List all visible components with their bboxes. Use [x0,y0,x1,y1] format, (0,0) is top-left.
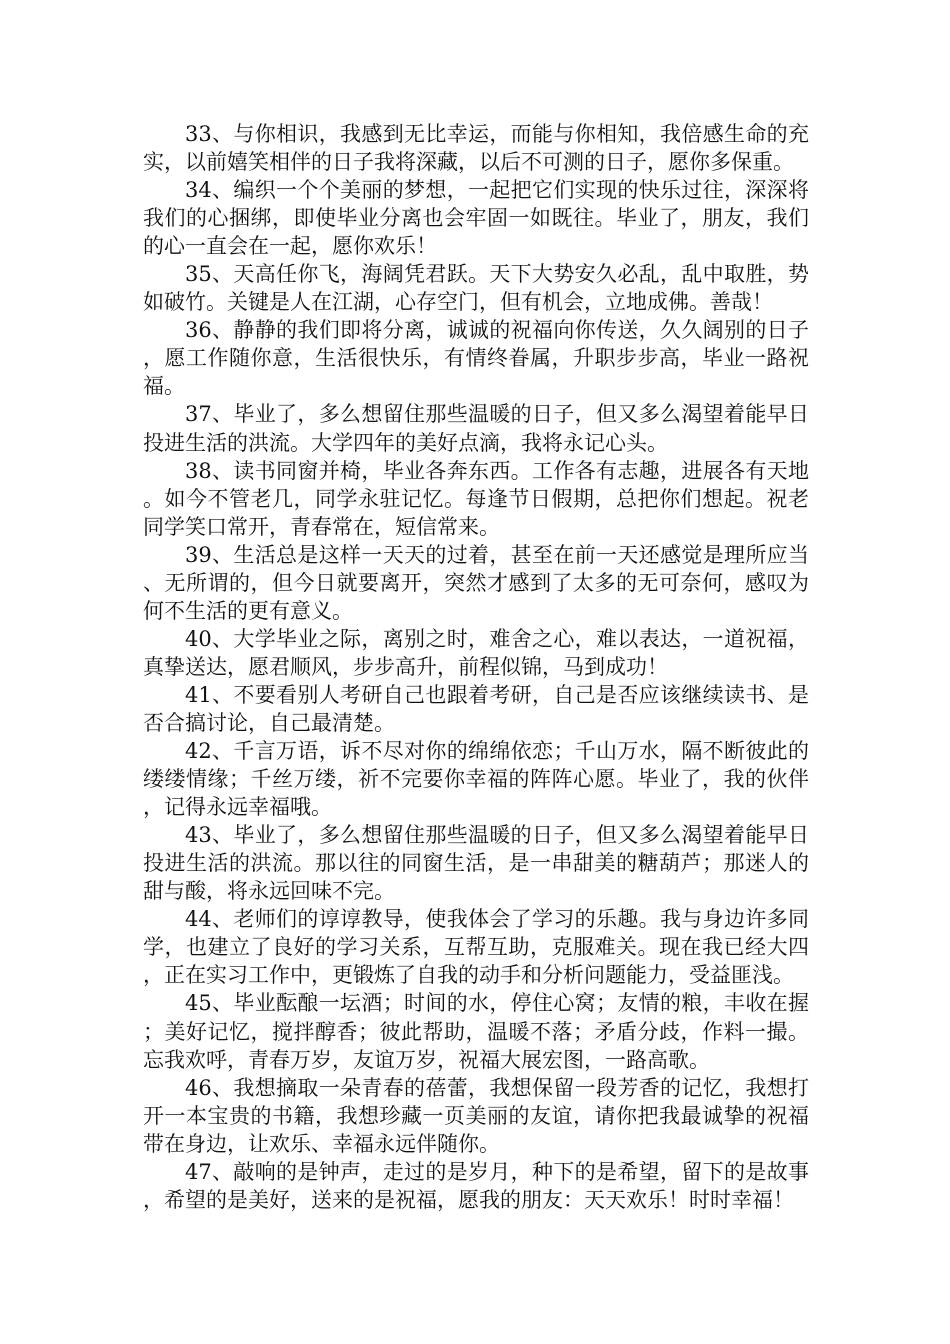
paragraph-36: 36、静静的我们即将分离，诚诚的祝福向你传送，久久阔别的日子，愿工作随你意，生活很快乐，有情终眷属，升职步步高，毕业一路祝福。 [143,318,809,399]
paragraph-47: 47、敲响的是钟声，走过的是岁月，种下的是希望，留下的是故事，希望的是美好，送来的是祝福，愿我的朋友：天天欢乐！时时幸福！ [143,1159,809,1212]
paragraph-39: 39、生活总是这样一天天的过着，甚至在前一天还感觉是理所应当、无所谓的，但今日就要离开，突然才感到了太多的无可奈何，感叹为何不生活的更有意义。 [143,542,809,623]
paragraph-45: 45、毕业酝酿一坛酒；时间的水，停住心窝；友情的粮，丰收在握；美好记忆，搅拌醇香；彼此帮助，温暖不落；矛盾分歧，作料一撮。忘我欢呼，青春万岁，友谊万岁，祝福大展宏图，一路高歌。 [143,991,809,1072]
paragraph-40: 40、大学毕业之际，离别之时，难舍之心，难以表达，一道祝福，真挚送达，愿君顺风，步步高升，前程似锦，马到成功！ [143,626,809,679]
paragraph-33: 33、与你相识，我感到无比幸运，而能与你相知，我倍感生命的充实，以前嬉笑相伴的日子我将深藏，以后不可测的日子，愿你多保重。 [143,122,809,175]
paragraph-43: 43、毕业了，多么想留住那些温暖的日子，但又多么渴望着能早日投进生活的洪流。那以往的同窗生活，是一串甜美的糖葫芦；那迷人的甜与酸，将永远回味不完。 [143,823,809,904]
paragraph-42: 42、千言万语，诉不尽对你的绵绵依恋；千山万水，隔不断彼此的缕缕情缘；千丝万缕，祈不完要你幸福的阵阵心愿。毕业了，我的伙伴，记得永远幸福哦。 [143,739,809,820]
paragraph-46: 46、我想摘取一朵青春的蓓蕾，我想保留一段芳香的记忆，我想打开一本宝贵的书籍，我想珍藏一页美丽的友谊，请你把我最诚挚的祝福带在身边，让欢乐、幸福永远伴随你。 [143,1075,809,1156]
paragraph-38: 38、读书同窗并椅，毕业各奔东西。工作各有志趣，进展各有天地。如今不管老几，同学永驻记忆。每逢节日假期，总把你们想起。祝老同学笑口常开，青春常在，短信常来。 [143,458,809,539]
paragraph-37: 37、毕业了，多么想留住那些温暖的日子，但又多么渴望着能早日投进生活的洪流。大学四年的美好点滴，我将永记心头。 [143,402,809,455]
paragraph-35: 35、天高任你飞，海阔凭君跃。天下大势安久必乱，乱中取胜，势如破竹。关键是人在江湖，心存空门，但有机会，立地成佛。善哉！ [143,262,809,315]
paragraph-34: 34、编织一个个美丽的梦想，一起把它们实现的快乐过往，深深将我们的心捆绑，即使毕业分离也会牢固一如既往。毕业了，朋友，我们的心一直会在一起，愿你欢乐！ [143,178,809,259]
paragraph-41: 41、不要看别人考研自己也跟着考研，自己是否应该继续读书、是否合搞讨论，自己最清楚。 [143,682,809,735]
paragraph-44: 44、老师们的谆谆教导，使我体会了学习的乐趣。我与身边许多同学，也建立了良好的学习关系，互帮互助，克服难关。现在我已经大四，正在实习工作中，更锻炼了自我的动手和分析问题能力，受益匪浅。 [143,907,809,988]
document-body [143,120,809,1214]
